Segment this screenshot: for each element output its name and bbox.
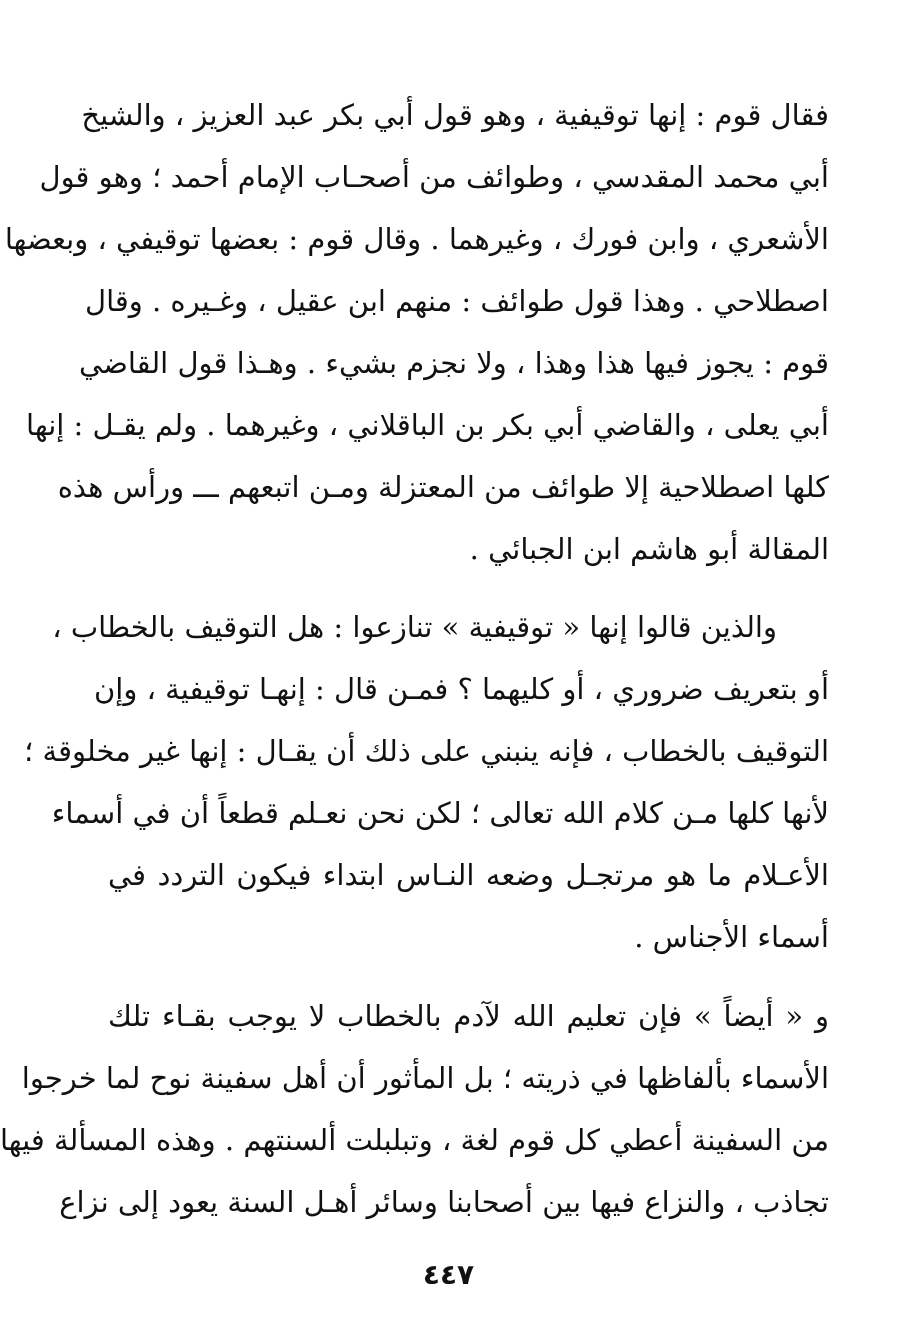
text-line: فقال قوم : إنها توقيفية ، وهو قول أبي بكر عبد العزيز ، والشيخ (81, 98, 829, 132)
text-line: من السفينة أعطي كل قوم لغة ، وتبلبلت ألسنتهم . وهذه المسألة فيها (0, 1123, 829, 1157)
text-line: الأعـلام ما هو مرتجـل وضعه النـاس ابتداء فيكون التردد في (108, 858, 829, 892)
text-line: أو بتعريف ضروري ، أو كليهما ؟ فمـن قال : إنهـا توقيفية ، وإن (94, 672, 829, 706)
text-line: أبي محمد المقدسي ، وطوائف من أصحـاب الإمام أحمد ؛ وهو قول (39, 160, 829, 194)
page-number: ٤٤٧ (422, 1258, 475, 1291)
text-line: الأسماء بألفاظها في ذريته ؛ بل المأثور أن أهل سفينة نوح لما خرجوا (21, 1061, 829, 1095)
text-line: لأنها كلها مـن كلام الله تعالى ؛ لكن نحن نعـلم قطعاً أن في أسماء (51, 796, 829, 830)
text-line: والذين قالوا إنها « توقيفية » تنازعوا : هل التوقيف بالخطاب ، (52, 610, 777, 644)
text-line: تجاذب ، والنزاع فيها بين أصحابنا وسائر أهـل السنة يعود إلى نزاع (59, 1185, 829, 1219)
text-line: أسماء الأجناس . (634, 920, 829, 954)
text-line: المقالة أبو هاشم ابن الجبائي . (469, 532, 829, 566)
text-line: أبي يعلى ، والقاضي أبي بكر بن الباقلاني ، وغيرهما . ولم يقـل : إنها (25, 408, 829, 442)
paragraph-2 (24, 596, 829, 968)
text-line: كلها اصطلاحية إلا طوائف من المعتزلة ومـن اتبعهم ـــ ورأس هذه (57, 470, 829, 504)
text-line: و « أيضاً » فإن تعليم الله لآدم بالخطاب لا يوجب بقـاء تلك (108, 999, 829, 1033)
paragraph-3 (0, 985, 829, 1233)
text-line: قوم : يجوز فيها هذا وهذا ، ولا نجزم بشيء . وهـذا قول القاضي (79, 346, 829, 380)
text-line: التوقيف بالخطاب ، فإنه ينبني على ذلك أن يقـال : إنها غير مخلوقة ؛ (24, 734, 829, 768)
paragraph-1 (4, 84, 829, 580)
text-line: اصطلاحي . وهذا قول طوائف : منهم ابن عقيل ، وغـيره . وقال (85, 284, 829, 318)
text-line: الأشعري ، وابن فورك ، وغيرهما . وقال قوم : بعضها توقيفي ، وبعضها (4, 222, 829, 256)
